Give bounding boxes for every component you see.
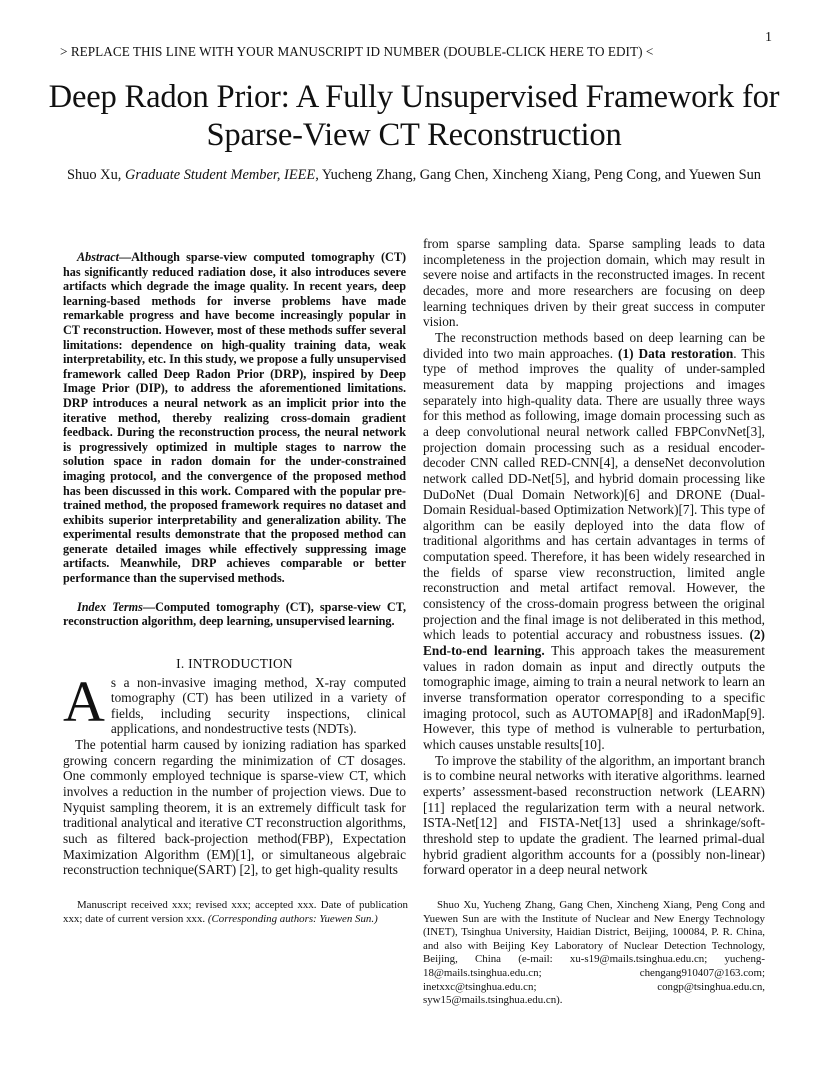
p2-part-a: The reconstruction methods based on deep learning can be divided into two main approaches. (423, 329, 765, 361)
intro-paragraph-1 (63, 668, 406, 738)
p2-part-e: This approach takes the measurement values in radon domain as input and directly outputs the tomographic image, aiming to train a neural network to learn an inverse transformation operator corresponding to a specific imaging protocol, such as AUTOMAP[8] and iRadonMap[9]. However, this type of method is vulnerable to perturbation, which causes unstable results[10]. (423, 643, 766, 752)
footnote-affiliations: Shuo Xu, Yucheng Zhang, Gang Chen, Xincheng Xiang, Peng Cong and Yuewen Sun are with the Institute of Nuclear and New Energy Technology (INET), Tsinghua University, Haidian District, Beijing, 100084, P. R. China, and also with Beijing Key Laboratory of Nuclear Detection Technology, Beijing, China (e-mail: xu-s19@mails.tsinghua.edu.cn; yucheng-18@mails.tsinghua.edu.cn; chengang910407@163.com; inetxxc@tsinghua.edu.cn; congp@tsinghua.edu.cn, syw15@mails.tsinghua.edu.cn). (423, 899, 765, 1007)
data-restoration-heading: (1) Data restoration (618, 345, 734, 361)
manuscript-id-placeholder[interactable]: > REPLACE THIS LINE WITH YOUR MANUSCRIPT ID NUMBER (DOUBLE-CLICK HERE TO EDIT) < (60, 44, 654, 59)
author-rest: , Yucheng Zhang, Gang Chen, Xincheng Xiang, Peng Cong, and Yuewen Sun (315, 167, 761, 183)
page-number: 1 (765, 30, 772, 45)
right-paragraph-2 (423, 330, 765, 753)
author-first-role: Graduate Student Member, IEEE (124, 167, 316, 183)
author-first: Shuo Xu, (67, 167, 125, 183)
index-terms-label: Index Terms (77, 599, 143, 614)
abstract (63, 250, 406, 586)
index-terms-text: —Computed tomography (CT), sparse-view CT, reconstruction algorithm, deep learning, unsupervised learning. (63, 599, 406, 629)
author-list (55, 166, 773, 184)
right-column (423, 236, 765, 878)
drop-cap: A (63, 668, 105, 734)
paper-title: Deep Radon Prior: A Fully Unsupervised Framework for Sparse-View CT Reconstruction (48, 79, 780, 153)
index-terms (63, 600, 406, 629)
intro-p1-text: s a non-invasive imaging method, X-ray computed tomography (CT) has been utilized in a variety of fields, including security inspections, clinical applications, and nondestructive tests (NDTs). (110, 674, 406, 737)
intro-paragraph-2: The potential harm caused by ionizing radiation has sparked growing concern regarding the minimization of CT dosages. One commonly employed technique is sparse-view CT, which involves a reduction in the number of projection views. Due to Nyquist sampling theorem, it is an extremely difficult task for traditional analytical and iterative CT reconstruction algorithms, such as filtered back-projection method(FBP), Expectation Maximization Algorithm (EM)[1], or simultaneous algebraic reconstruction technique(SART) [2], to get high-quality results (63, 737, 406, 878)
abstract-label: Abstract (77, 250, 119, 264)
p2-part-c: . This type of method improves the quality of under-sampled measurement data by mapping projections and images separately into high-quality data. There are usually three ways for this method as following, image domain processing such as a deep convolutional neural network called FBPConvNet[3], projection domain processing such as a residual encoder-decoder CNN called RED-CNN[4], a denseNet deconvolution network called DD-Net[5], and hybrid domain processing like DuDoNet (Dual Domain Network)[6] and DRONE (Dual-Domain Residual-based Optimization Network)[7]. This type of algorithm can be easily deployed into the data flow of traditional algorithms and has certain advantages in terms of computation speed. Therefore, it has been widely researched in the fields of sparse view reconstruction, limited angle reconstruction and metal artifact removal. However, the consistency of the cross-domain progress between the original projection and the final image is not deliberated in this method, which leads to potential accuracy and robustness issues. (423, 345, 765, 643)
footnote-manuscript-dates (63, 899, 408, 926)
footnote-dates-text: Manuscript received xxx; revised xxx; accepted xxx. Date of publication xxx; date of current version xxx. (63, 899, 408, 925)
abstract-text: —Although sparse-view computed tomography (CT) has significantly reduced radiation dose, it also introduces severe artifacts which degrade the image quality. In recent years, deep learning-based methods for inverse problems have made remarkable progress and have become increasingly popular in CT reconstruction. However, most of these methods suffer several limitations: dependence on high-quality training data, weak interpretability, etc. In this study, we propose a fully unsupervised framework called Deep Radon Prior (DRP), inspired by Deep Image Prior (DIP), to address the aforementioned limitations. DRP introduces a neural network as an implicit prior into the iterative method, thereby realizing cross-domain gradient feedback. During the reconstruction process, the neural network is progressively optimized in multiple stages to narrow the solution space in radon domain for the under-constrained imaging protocol, and the convergence of the proposed method has been discussed in this work. Compared with the popular pre-trained method, the proposed framework requires no dataset and exhibits superior interpretability and generalization ability. The experimental results demonstrate that the proposed method can generate detailed images while effectively suppressing image artifacts. Meanwhile, DRP achieves comparable or better performance than the supervised methods. (63, 250, 406, 586)
right-paragraph-3: To improve the stability of the algorithm, an important branch is to combine neural networks with iterative algorithms. learned experts’ assessment-based reconstruction network (LEARN)[11] replaced the regularization term with a neural network. ISTA-Net[12] and FISTA-Net[13] used a shrinkage/soft-threshold step to update the gradient. The learned primal-dual hybrid gradient algorithm accounts for a (possibly non-linear) forward operator in a deep neural network (423, 752, 765, 878)
end-to-end-heading: (2) End-to-end learning. (423, 627, 765, 659)
corresponding-authors: (Corresponding authors: Yuewen Sun.) (207, 912, 378, 925)
section-heading: I. INTRODUCTION (176, 655, 293, 671)
right-paragraph-1: from sparse sampling data. Sparse sampling leads to data incompleteness in the projection domain, which may result in severe noise and artifacts in the reconstructed images. In recent decades, more and more researchers are focusing on deep learning techniques driven by their great success in computer vision. (423, 236, 765, 330)
left-column (63, 250, 406, 878)
